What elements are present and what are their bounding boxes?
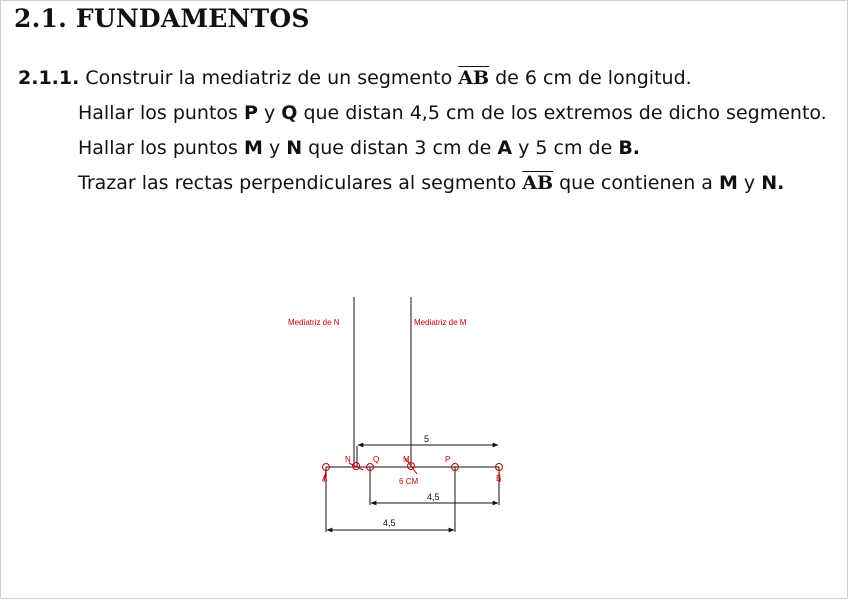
point-a-text: A (322, 474, 328, 483)
point-n-label: N (761, 172, 778, 194)
text-fragment: . (777, 172, 785, 194)
text-fragment: y (737, 172, 762, 194)
text-fragment: Hallar los puntos (78, 102, 244, 124)
dimension-45-bottom-label: 4,5 (383, 518, 396, 528)
section-heading: 2.1. FUNDAMENTOS (14, 4, 310, 33)
text-fragment: Hallar los puntos (78, 137, 244, 159)
point-a-label: A (497, 137, 513, 159)
point-b-text: B (496, 474, 502, 483)
dimension-5-label: 5 (424, 434, 430, 444)
text-fragment: Trazar las rectas perpendiculares al segmento (78, 172, 523, 194)
point-m-label: M (243, 137, 263, 159)
point-b-label: B (618, 137, 633, 159)
point-n-text: N (345, 455, 351, 464)
text-fragment: y (257, 102, 282, 124)
segment-length-label: 6 CM (399, 477, 419, 486)
mediatriz-m-label: Mediatriz de M (414, 318, 467, 327)
point-m-label: M (718, 172, 738, 194)
point-q-text: Q (373, 455, 380, 464)
point-q-label: Q (281, 102, 298, 124)
point-p-text: P (445, 455, 451, 464)
mediatriz-n-label: Mediatriz de N (288, 318, 340, 327)
dimension-45-top-label: 4,5 (427, 492, 440, 502)
text-fragment: que distan 4,5 cm de los extremos de dicho segmento. (297, 102, 827, 124)
text-fragment: que distan 3 cm de (302, 137, 498, 159)
point-n-label: N (286, 137, 303, 159)
text-fragment: que contienen a (553, 172, 719, 194)
segment-ab-label: $\overline{AB}$ (458, 67, 490, 89)
text-fragment: . (632, 137, 641, 159)
point-m-text: M (403, 455, 410, 464)
text-fragment: y (262, 137, 287, 159)
exercise-number: 2.1.1. (18, 67, 80, 89)
segment-ab-label: $\overline{AB}$ (522, 172, 554, 194)
text-fragment: y 5 cm de (512, 137, 619, 159)
text-fragment: de 6 cm de longitud. (489, 67, 692, 89)
text-fragment: Construir la mediatriz de un segmento (79, 67, 459, 89)
point-p-label: P (243, 102, 258, 124)
